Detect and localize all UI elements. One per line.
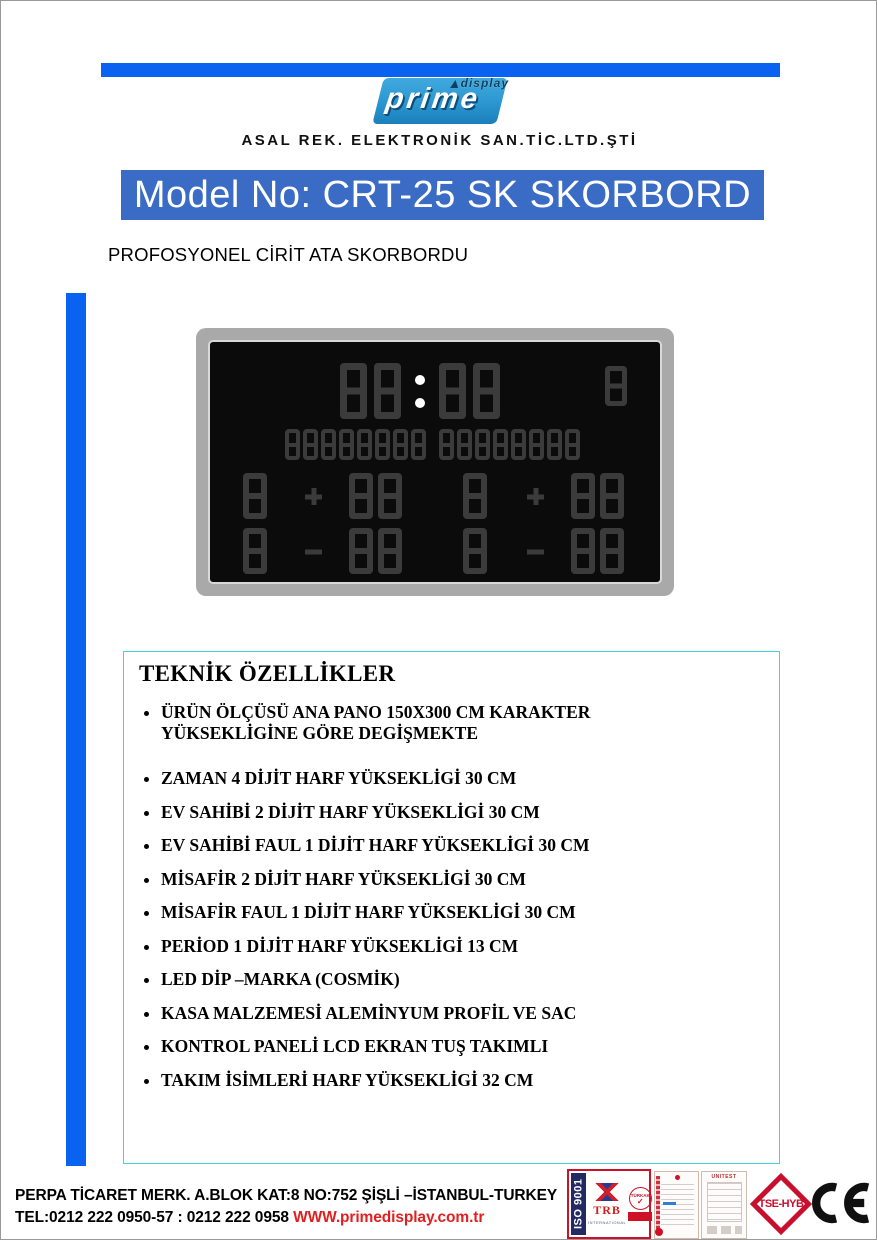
score-digit: [600, 528, 624, 574]
score-row-bottom: [209, 528, 661, 574]
clock-digit: [340, 363, 367, 419]
trb-logo: TRB INTERNATIONAL: [588, 1173, 626, 1235]
certificate-ribbon-icon: [656, 1176, 660, 1230]
clock-digit: [374, 363, 401, 419]
team-name-digit: [511, 429, 526, 460]
score-digit: [463, 528, 487, 574]
unitest-label: UNITEST: [711, 1174, 737, 1180]
scoreboard-face: [209, 341, 661, 583]
certificate-blue-mark: [663, 1202, 676, 1205]
score-digit: [378, 473, 402, 519]
certificate-table: [707, 1182, 742, 1222]
clock-colon: [414, 363, 426, 419]
team-name-digit: [375, 429, 390, 460]
spec-item: • EV SAHİBİ FAUL 1 DİJİT HARF YÜKSEKLİGİ 30 CM: [161, 835, 709, 856]
score-digit: [243, 528, 267, 574]
clock-digit: [473, 363, 500, 419]
certificate-text-lines: [661, 1184, 694, 1228]
product-subtitle: PROFOSYONEL CİRİT ATA SKORBORDU: [108, 244, 469, 265]
score-digit: [600, 473, 624, 519]
technical-specs-box: [123, 651, 780, 1164]
team-name-digit: [547, 429, 562, 460]
spec-item: • ÜRÜN ÖLÇÜSÜ ANA PANO 150X300 CM KARAKTER YÜKSEKLİGİNE GÖRE DEGİŞMEKTE: [161, 702, 709, 744]
turkak-logo: [628, 1173, 652, 1235]
team-name-digit: [321, 429, 336, 460]
spec-item: • ZAMAN 4 DİJİT HARF YÜKSEKLİGİ 30 CM: [161, 768, 709, 789]
home-name-digits: [285, 429, 426, 460]
team-name-digit: [285, 429, 300, 460]
specs-title: TEKNİK ÖZELLİKLER: [139, 661, 396, 686]
score-cell: [349, 473, 402, 519]
ce-mark-icon: [807, 1180, 871, 1226]
certificate-document-1: [654, 1171, 699, 1239]
team-name-digit: [565, 429, 580, 460]
team-name-digit: [393, 429, 408, 460]
guest-name-digits: [439, 429, 580, 460]
score-cell: [571, 528, 624, 574]
period-digit: [605, 366, 627, 406]
minus-sign-icon: [527, 543, 544, 560]
turkak-ring-icon: TÜRKAK ✓: [629, 1187, 652, 1210]
website-link[interactable]: WWW.primedisplay.com.tr: [293, 1209, 485, 1226]
spec-item: • KASA MALZEMESİ ALEMİNYUM PROFİL VE SAC: [161, 1003, 709, 1024]
score-cell: [349, 528, 402, 574]
score-digit: [463, 473, 487, 519]
turkak-banner: [628, 1212, 652, 1221]
footer-contact: [15, 1209, 484, 1227]
spec-item: • EV SAHİBİ 2 DİJİT HARF YÜKSEKLİGİ 30 CM: [161, 802, 709, 823]
certificate-seal-icon: [675, 1175, 680, 1180]
score-digit: [378, 528, 402, 574]
left-accent-bar: [66, 293, 86, 1166]
score-cell: [463, 528, 487, 574]
footer-address: PERPA TİCARET MERK. A.BLOK KAT:8 NO:752 ŞİŞLİ –İSTANBUL-TURKEY: [15, 1187, 558, 1204]
spec-item: • MİSAFİR 2 DİJİT HARF YÜKSEKLİGİ 30 CM: [161, 869, 709, 890]
score-digit: [349, 473, 373, 519]
trb-flag-icon: [594, 1183, 620, 1201]
spec-item: • TAKIM İSİMLERİ HARF YÜKSEKLİGİ 32 CM: [161, 1070, 709, 1091]
scoreboard-photo: [196, 328, 674, 596]
clock-display: [340, 363, 500, 419]
score-digit: [349, 528, 373, 574]
team-name-digit: [303, 429, 318, 460]
spec-item: • LED DİP –MARKA (COSMİK): [161, 969, 709, 990]
footer-phone: TEL:0212 222 0950-57 : 0212 222 0958: [15, 1209, 289, 1226]
spec-item: • KONTROL PANELİ LCD EKRAN TUŞ TAKIMLI: [161, 1036, 709, 1057]
specs-list: [124, 702, 779, 1091]
score-row-top: [209, 473, 661, 519]
team-name-displays: [285, 429, 580, 460]
team-name-digit: [439, 429, 454, 460]
team-name-digit: [339, 429, 354, 460]
score-digit: [243, 473, 267, 519]
model-title-banner: [121, 170, 764, 220]
score-cell: [243, 528, 267, 574]
score-cell: [243, 473, 267, 519]
spec-item: • PERİOD 1 DİJİT HARF YÜKSEKLİGİ 13 CM: [161, 936, 709, 957]
logo-brand: prime: [383, 83, 483, 115]
team-name-digit: [357, 429, 372, 460]
prime-display-logo: [364, 75, 519, 129]
certificate-wax-seal-icon: [655, 1228, 663, 1236]
clock-digit: [439, 363, 466, 419]
spec-item: • MİSAFİR FAUL 1 DİJİT HARF YÜKSEKLİGİ 30 CM: [161, 902, 709, 923]
team-name-digit: [457, 429, 472, 460]
tse-hyb-badge: [748, 1171, 814, 1237]
plus-sign-icon: [305, 488, 322, 505]
team-name-digit: [493, 429, 508, 460]
tse-hyb-label: TSE-HYB: [758, 1198, 804, 1210]
certificate-signatures: [707, 1226, 742, 1234]
model-title: Model No: CRT-25 SK SKORBORD: [133, 173, 752, 216]
iso-9001-badge: [567, 1169, 651, 1239]
score-digit: [571, 528, 595, 574]
company-name: ASAL REK. ELEKTRONİK SAN.TİC.LTD.ŞTİ: [241, 132, 638, 149]
team-name-digit: [529, 429, 544, 460]
team-name-digit: [411, 429, 426, 460]
iso-9001-label: ISO 9001: [571, 1173, 586, 1235]
score-cell: [463, 473, 487, 519]
score-cell: [571, 473, 624, 519]
minus-sign-icon: [305, 543, 322, 560]
plus-sign-icon: [527, 488, 544, 505]
score-digit: [571, 473, 595, 519]
certificate-document-unitest: [701, 1171, 747, 1239]
team-name-digit: [475, 429, 490, 460]
logo-tagline: display: [451, 76, 509, 90]
